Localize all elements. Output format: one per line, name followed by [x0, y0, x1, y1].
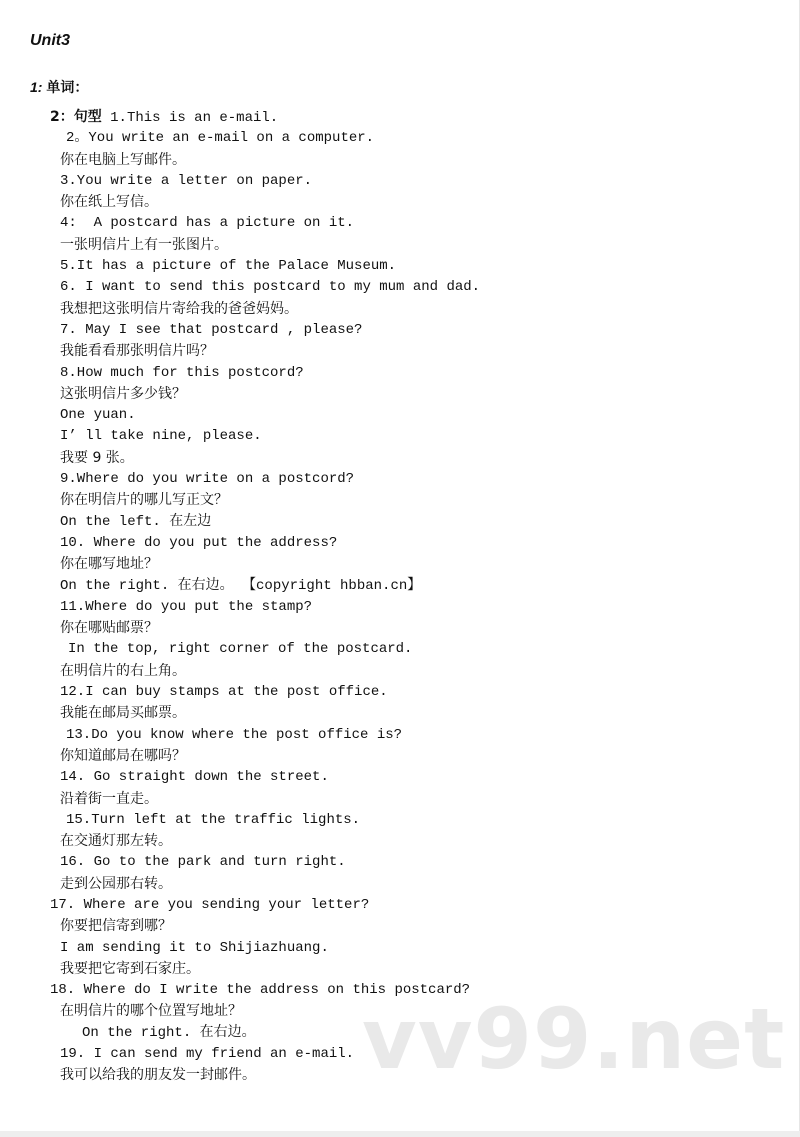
english-sentence-line: [0, 277, 800, 298]
line-text: 在明信片的哪个位置写地址？: [60, 1003, 242, 1020]
line-text: 16. Go to the park and turn right.: [60, 854, 346, 871]
english-sentence-line: [0, 810, 800, 831]
line-text: 11.Where do you put the stamp?: [60, 598, 313, 615]
english-sentence-line: [0, 895, 800, 916]
line-text: 12.I can buy stamps at the post office.: [60, 684, 388, 701]
line-text: 6. I want to send this postcard to my mum and dad.: [60, 279, 481, 296]
line-text: 19. I can send my friend an e-mail.: [60, 1046, 355, 1063]
line-text: 在明信片的右上角。: [60, 662, 186, 679]
english-sentence-line: [0, 320, 800, 341]
chinese-translation-line: [0, 341, 800, 362]
line-text: On the right. 在右边。: [82, 1024, 256, 1041]
line-text: On the left. 在左边: [60, 513, 212, 530]
chinese-translation-line: [0, 618, 800, 639]
chinese-translation-line: [0, 192, 800, 213]
english-sentence-line: [0, 852, 800, 873]
chinese-translation-line: [0, 490, 800, 511]
line-text: 14. Go straight down the street.: [60, 769, 329, 786]
line-text: 8.How much for this postcord?: [60, 364, 304, 381]
english-sentence-line: [0, 1044, 800, 1065]
english-sentence-line: [0, 213, 800, 234]
line-text: 一张明信片上有一张图片。: [60, 236, 228, 253]
line-text: 13.Do you know where the post office is?: [66, 726, 403, 743]
english-sentence-line: [0, 980, 800, 1001]
line-text: 2。You write an e-mail on a computer.: [66, 130, 375, 147]
line-text: 你在哪写地址？: [60, 556, 158, 573]
line-text: 我要 9 张。: [60, 449, 134, 466]
line-text: 5.It has a picture of the Palace Museum.: [60, 258, 397, 275]
line-text: 你在电脑上写邮件。: [60, 151, 186, 168]
english-sentence-line: [0, 469, 800, 490]
english-sentence-line: [0, 597, 800, 618]
line-text: 10. Where do you put the address?: [60, 534, 338, 551]
chinese-translation-line: [0, 661, 800, 682]
line-text: On the right. 在右边。 【copyright hbban.cn】: [60, 577, 422, 594]
line-text: 我能在邮局买邮票。: [60, 705, 186, 722]
english-sentence-line: [0, 405, 800, 426]
line-text: 9.Where do you write on a postcord?: [60, 471, 355, 488]
english-sentence-line: [0, 639, 800, 660]
watermark: vv99.net: [362, 990, 786, 1088]
line-text: 我要把它寄到石家庄。: [60, 960, 200, 977]
line-text: 18. Where do I write the address on this postcard?: [50, 982, 471, 999]
line-text: 1.This is an e-mail.: [101, 110, 279, 126]
english-sentence-line: [0, 1023, 800, 1044]
chinese-translation-line: [0, 916, 800, 937]
line-text: 在交通灯那左转。: [60, 833, 172, 850]
page-bottom-edge: [0, 1131, 800, 1137]
english-sentence-line: [0, 767, 800, 788]
chinese-translation-line: [0, 448, 800, 469]
chinese-translation-line: [0, 150, 800, 171]
line-text: 15.Turn left at the traffic lights.: [66, 811, 361, 828]
english-sentence-line: [0, 107, 800, 128]
chinese-translation-line: [0, 1065, 800, 1086]
line-text: I’ ll take nine, please.: [60, 428, 262, 445]
line-text: 沿着街一直走。: [60, 790, 158, 807]
english-sentence-line: [0, 128, 800, 149]
chinese-translation-line: [0, 299, 800, 320]
section-1-label: 单词：: [46, 79, 89, 95]
line-text: 我想把这张明信片寄给我的爸爸妈妈。: [60, 300, 298, 317]
english-sentence-line: [0, 533, 800, 554]
line-text: 你知道邮局在哪吗？: [60, 747, 186, 764]
line-text: 17. Where are you sending your letter?: [50, 896, 370, 913]
line-text: 你在明信片的哪儿写正文？: [60, 492, 228, 509]
section-1-heading: [30, 77, 88, 97]
line-text: 你在纸上写信。: [60, 194, 158, 211]
english-sentence-line: [0, 682, 800, 703]
english-sentence-line: [0, 363, 800, 384]
chinese-translation-line: [0, 874, 800, 895]
section-1-number: 1:: [30, 79, 43, 95]
sentence-list: [0, 107, 800, 1087]
line-text: 走到公园那右转。: [60, 875, 172, 892]
line-text: 这张明信片多少钱？: [60, 385, 186, 402]
line-text: 7. May I see that postcard , please?: [60, 321, 363, 338]
english-sentence-line: [0, 938, 800, 959]
line-text: 我可以给我的朋友发一封邮件。: [60, 1067, 256, 1084]
english-sentence-line: [0, 256, 800, 277]
english-sentence-line: [0, 171, 800, 192]
line-text: I am sending it to Shijiazhuang.: [60, 939, 329, 956]
line-text: One yuan.: [60, 407, 136, 424]
line-text: 4: A postcard has a picture on it.: [60, 215, 355, 232]
line-text: 你在哪贴邮票？: [60, 620, 158, 637]
chinese-translation-line: [0, 789, 800, 810]
line-text: 你要把信寄到哪？: [60, 918, 172, 935]
chinese-translation-line: [0, 703, 800, 724]
line-text: In the top, right corner of the postcard.: [68, 641, 413, 658]
chinese-translation-line: [0, 235, 800, 256]
section-2-heading: 2：句型: [50, 109, 102, 125]
english-sentence-line: [0, 512, 800, 533]
chinese-translation-line: [0, 959, 800, 980]
line-text: 3.You write a letter on paper.: [60, 172, 313, 189]
chinese-translation-line: [0, 746, 800, 767]
chinese-translation-line: [0, 384, 800, 405]
chinese-translation-line: [0, 831, 800, 852]
line-text: 我能看看那张明信片吗？: [60, 343, 214, 360]
chinese-translation-line: [0, 554, 800, 575]
english-sentence-line: [0, 576, 800, 597]
english-sentence-line: [0, 426, 800, 447]
chinese-translation-line: [0, 1001, 800, 1022]
unit-title: Unit3: [30, 32, 70, 49]
english-sentence-line: [0, 725, 800, 746]
